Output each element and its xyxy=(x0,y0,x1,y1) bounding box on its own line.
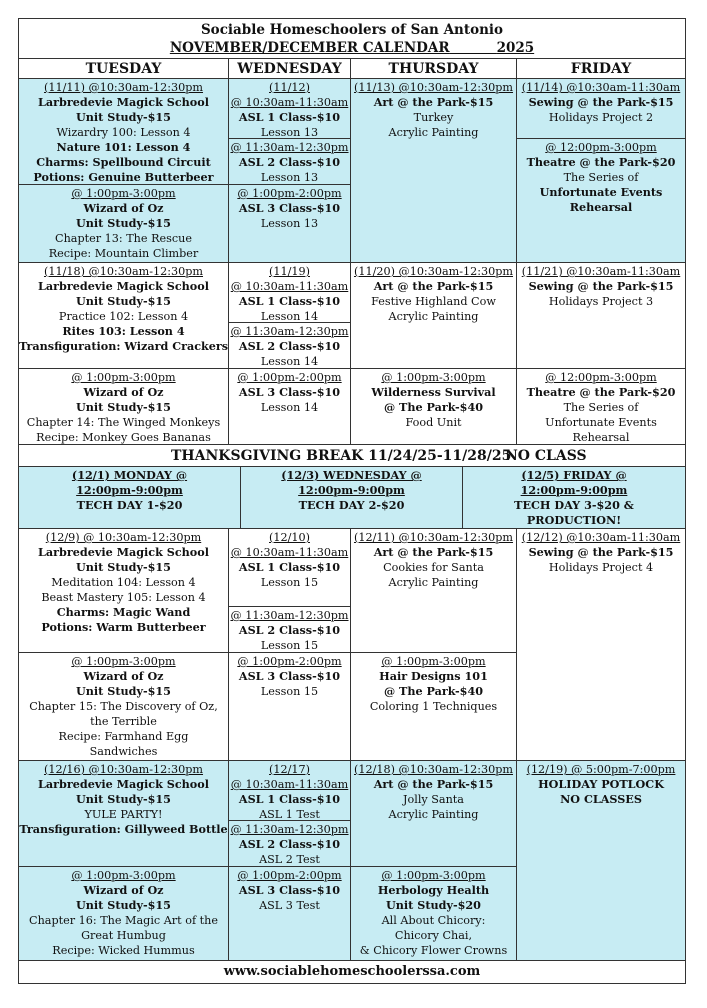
event-line: Sewing @ the Park-$15 xyxy=(528,545,674,559)
event-time: @ 1:00pm-3:00pm xyxy=(71,869,176,882)
event-line: Wilderness Survival xyxy=(371,385,496,399)
event-time: @ 11:30am-12:30pm xyxy=(230,325,349,338)
event-time: (11/14) @10:30am-11:30am xyxy=(521,81,681,94)
event-line: TECH DAY 2-$20 xyxy=(298,498,405,512)
event-time: (11/12) xyxy=(269,81,310,94)
event-time: @ 1:00pm-2:00pm xyxy=(237,869,342,882)
event-line: Larbredevie Magick School xyxy=(38,95,209,109)
event-time: @ 1:00pm-2:00pm xyxy=(237,187,342,200)
event-line: Unit Study-$15 xyxy=(76,792,171,806)
event-line: Lesson 13 xyxy=(260,126,319,139)
event-line: Art @ the Park-$15 xyxy=(373,279,494,293)
event-line: YULE PARTY! xyxy=(84,808,163,821)
event-line: ASL 1 Class-$10 xyxy=(238,294,341,308)
event-line: ASL 1 Class-$10 xyxy=(238,560,341,574)
event-line: Theatre @ the Park-$20 xyxy=(526,385,676,399)
event-cell-wed-1119-b xyxy=(229,323,351,369)
event-line: Rites 103: Lesson 4 xyxy=(62,324,185,338)
event-line: Rehearsal xyxy=(569,200,633,214)
day-header-label: WEDNESDAY xyxy=(237,61,342,77)
event-line: Charms: Spellbound Circuit xyxy=(36,155,211,169)
event-time: (12/9) @ 10:30am-12:30pm xyxy=(45,531,202,544)
event-line: Great Humbug xyxy=(81,929,166,942)
event-line: Charms: Magic Wand xyxy=(56,605,191,619)
event-line: ASL 2 Class-$10 xyxy=(238,339,341,353)
event-cell-wed-1217-c xyxy=(229,867,351,961)
event-line: ASL 2 Class-$10 xyxy=(238,623,341,637)
event-line: Chapter 15: The Discovery of Oz, xyxy=(29,700,218,713)
event-time: @ 1:00pm-3:00pm xyxy=(71,187,176,200)
event-cell-wed-1112-b xyxy=(229,139,351,185)
event-line: Transfiguration: Gillyweed Bottle xyxy=(19,822,228,836)
event-line: Hair Designs 101 xyxy=(379,669,488,683)
calendar-month-label: NOVEMBER/DECEMBER CALENDAR xyxy=(169,40,450,56)
event-line: Potions: Genuine Butterbeer xyxy=(33,170,214,184)
event-line: @ 10:30am-11:30am xyxy=(230,778,349,791)
event-line: ASL 1 Class-$10 xyxy=(238,792,341,806)
day-header-thursday xyxy=(351,59,517,79)
event-line: Holidays Project 2 xyxy=(548,111,654,124)
event-line: Unit Study-$20 xyxy=(386,898,481,912)
event-line: ASL 1 Class-$10 xyxy=(238,110,341,124)
event-time: (12/18) @10:30am-12:30pm xyxy=(353,763,514,776)
event-line: Art @ the Park-$15 xyxy=(373,545,494,559)
event-line: Larbredevie Magick School xyxy=(38,777,209,791)
event-line: NO CLASSES xyxy=(560,792,642,806)
event-line: ASL 3 Test xyxy=(259,899,320,912)
event-line: The Series of xyxy=(563,171,639,184)
event-line: Acrylic Painting xyxy=(388,576,479,589)
day-header-wednesday xyxy=(229,59,351,79)
event-line: & Chicory Flower Crowns xyxy=(359,944,508,957)
event-cell-tue-1216-pm xyxy=(19,867,229,961)
event-time: (11/19) xyxy=(269,265,310,278)
event-line: 12:00pm-9:00pm xyxy=(76,483,183,497)
event-line: ASL 2 Class-$10 xyxy=(238,837,341,851)
event-time: @ 1:00pm-3:00pm xyxy=(381,655,486,668)
event-line: @ 10:30am-11:30am xyxy=(230,280,349,293)
event-line: Sandwiches xyxy=(89,745,158,758)
event-line: Turkey xyxy=(413,111,454,124)
event-line: Jolly Santa xyxy=(403,793,464,806)
event-line: Nature 101: Lesson 4 xyxy=(56,140,191,154)
event-cell-wed-1210-c xyxy=(229,653,351,761)
event-cell-thu-1218-a xyxy=(351,761,517,867)
event-line: Unit Study-$15 xyxy=(76,560,171,574)
event-line: All About Chicory: xyxy=(381,914,486,927)
event-line: Unit Study-$15 xyxy=(76,294,171,308)
event-time: (12/5) FRIDAY @ xyxy=(521,468,627,482)
event-cell-tue-1216-am xyxy=(19,761,229,867)
event-line: Sewing @ the Park-$15 xyxy=(528,279,674,293)
event-line: Art @ the Park-$15 xyxy=(373,95,494,109)
event-cell-thu-1120-b xyxy=(351,369,517,445)
day-header-tuesday xyxy=(19,59,229,79)
event-cell-fri-1219 xyxy=(517,761,685,961)
event-time: @ 11:30am-12:30pm xyxy=(230,141,349,154)
event-line: Lesson 15 xyxy=(260,685,319,698)
day-header-label: TUESDAY xyxy=(85,61,162,77)
event-line: @ 10:30am-11:30am xyxy=(230,96,349,109)
event-line: ASL 3 Class-$10 xyxy=(238,669,341,683)
event-line: ASL 2 Test xyxy=(259,853,320,866)
event-line: Unit Study-$15 xyxy=(76,216,171,230)
event-line: Unit Study-$15 xyxy=(76,898,171,912)
event-cell-thu-1218-b xyxy=(351,867,517,961)
org-name: Sociable Homeschoolers of San Antonio xyxy=(200,22,504,38)
event-line: Festive Highland Cow xyxy=(371,295,496,308)
event-line: Wizard of Oz xyxy=(83,883,164,897)
event-cell-fri-1212 xyxy=(517,529,685,761)
event-time: (11/20) @10:30am-12:30pm xyxy=(353,265,514,278)
event-line: Wizard of Oz xyxy=(83,669,164,683)
event-cell-wed-1119-a xyxy=(229,263,351,323)
event-line: Food Unit xyxy=(405,416,462,429)
event-line: Cookies for Santa xyxy=(383,561,484,574)
event-cell-tue-1118-am xyxy=(19,263,229,369)
event-line: @ The Park-$40 xyxy=(383,684,484,698)
event-line: Unit Study-$15 xyxy=(76,400,171,414)
event-cell-wed-1217-a xyxy=(229,761,351,821)
event-line: Coloring 1 Techniques xyxy=(369,700,498,713)
event-time: @ 1:00pm-3:00pm xyxy=(71,655,176,668)
event-time: (11/13) @10:30am-12:30pm xyxy=(353,81,514,94)
website-footer[interactable]: www.sociablehomeschoolerssa.com xyxy=(223,964,481,979)
event-line: Herbology Health xyxy=(377,883,490,897)
event-line: Theatre @ the Park-$20 xyxy=(526,155,676,169)
event-line: Potions: Warm Butterbeer xyxy=(41,620,206,634)
event-line: PRODUCTION! xyxy=(526,513,622,527)
event-line: 12:00pm-9:00pm xyxy=(298,483,405,497)
event-line: Holidays Project 3 xyxy=(548,295,654,308)
event-time: @ 12:00pm-3:00pm xyxy=(545,371,657,384)
day-header-friday xyxy=(517,59,685,79)
event-line: Lesson 14 xyxy=(260,355,319,368)
event-cell-wed-1217-b xyxy=(229,821,351,867)
event-cell-thu-1120-a xyxy=(351,263,517,369)
event-line: Unfortunate Events xyxy=(539,185,663,199)
event-line: ASL 2 Class-$10 xyxy=(238,155,341,169)
event-line: Chapter 13: The Rescue xyxy=(55,232,192,245)
event-line: Unit Study-$15 xyxy=(76,110,171,124)
event-time: (12/1) MONDAY @ xyxy=(71,468,188,482)
day-header-label: FRIDAY xyxy=(570,61,632,77)
event-time: (12/19) @ 5:00pm-7:00pm xyxy=(526,763,676,776)
event-line: Recipe: Farmhand Egg xyxy=(58,730,189,743)
event-line: Wizard of Oz xyxy=(83,385,164,399)
event-line: @ 10:30am-11:30am xyxy=(230,546,349,559)
event-line: HOLIDAY POTLOCK xyxy=(538,777,664,791)
event-line: Recipe: Mountain Climber xyxy=(48,247,199,260)
event-time: (12/3) WEDNESDAY @ xyxy=(281,468,422,482)
event-cell-tech-2 xyxy=(241,467,463,529)
event-line: Acrylic Painting xyxy=(388,126,479,139)
event-cell-tue-1209-pm xyxy=(19,653,229,761)
event-cell-thu-1211-a xyxy=(351,529,517,653)
event-line: ASL 3 Class-$10 xyxy=(238,201,341,215)
event-line: Lesson 14 xyxy=(260,401,319,414)
event-cell-tue-1111-pm xyxy=(19,185,229,263)
event-time: @ 12:00pm-3:00pm xyxy=(545,141,657,154)
event-cell-fri-1121-b xyxy=(517,369,685,445)
event-cell-tue-1118-pm xyxy=(19,369,229,445)
event-line: ASL 1 Test xyxy=(259,808,320,821)
event-line: Lesson 13 xyxy=(260,217,319,230)
event-time: @ 1:00pm-2:00pm xyxy=(237,655,342,668)
event-cell-fri-1121-a xyxy=(517,263,685,369)
event-line: Unit Study-$15 xyxy=(76,684,171,698)
event-line: the Terrible xyxy=(90,715,157,728)
event-cell-wed-1210-b xyxy=(229,607,351,653)
event-time: (11/18) @10:30am-12:30pm xyxy=(43,265,204,278)
event-time: (12/17) xyxy=(269,763,310,776)
event-line: Lesson 13 xyxy=(260,171,319,184)
event-line: Sewing @ the Park-$15 xyxy=(528,95,674,109)
break-text: THANKSGIVING BREAK 11/24/25-11/28/25 xyxy=(171,448,512,464)
event-line: TECH DAY 3-$20 & xyxy=(514,498,634,512)
event-time: @ 1:00pm-3:00pm xyxy=(381,371,486,384)
event-line: TECH DAY 1-$20 xyxy=(76,498,183,512)
event-line: Recipe: Wicked Hummus xyxy=(52,944,195,957)
event-line: Holidays Project 4 xyxy=(548,561,654,574)
event-line: Acrylic Painting xyxy=(388,808,479,821)
event-time: @ 11:30am-12:30pm xyxy=(230,609,349,622)
event-line: Larbredevie Magick School xyxy=(38,545,209,559)
event-line: The Series of xyxy=(563,401,639,414)
event-cell-tue-1111-am xyxy=(19,79,229,185)
calendar-title xyxy=(19,19,685,59)
event-line: Beast Mastery 105: Lesson 4 xyxy=(41,591,206,604)
event-line: Rehearsal xyxy=(572,431,630,444)
event-time: (12/11) @10:30am-12:30pm xyxy=(353,531,514,544)
event-time: (11/11) @10:30am-12:30pm xyxy=(43,81,204,94)
event-cell-wed-1210-a xyxy=(229,529,351,607)
event-cell-tech-3 xyxy=(463,467,685,529)
event-line: Chapter 14: The Winged Monkeys xyxy=(26,416,221,429)
event-time: (12/16) @10:30am-12:30pm xyxy=(43,763,204,776)
event-time: @ 1:00pm-2:00pm xyxy=(237,371,342,384)
thanksgiving-break-row xyxy=(19,445,685,467)
event-cell-fri-1114-a xyxy=(517,79,685,139)
calendar-year: 2025 xyxy=(496,40,535,56)
event-line: Acrylic Painting xyxy=(388,310,479,323)
event-line: Meditation 104: Lesson 4 xyxy=(51,576,196,589)
event-cell-wed-1112-c xyxy=(229,185,351,263)
event-line: Lesson 14 xyxy=(260,310,319,323)
event-line: Wizard of Oz xyxy=(83,201,164,215)
event-cell-tech-1 xyxy=(19,467,241,529)
event-line: Wizardry 100: Lesson 4 xyxy=(56,126,191,139)
calendar-page xyxy=(18,18,686,984)
event-cell-thu-1211-b xyxy=(351,653,517,761)
event-time: @ 1:00pm-3:00pm xyxy=(71,371,176,384)
no-class-text: NO CLASS xyxy=(505,448,587,464)
calendar-heading xyxy=(19,39,685,57)
event-line: Art @ the Park-$15 xyxy=(373,777,494,791)
event-line: Chapter 16: The Magic Art of the xyxy=(29,914,218,927)
event-time: (11/21) @10:30am-11:30am xyxy=(521,265,681,278)
event-line: Practice 102: Lesson 4 xyxy=(58,310,189,323)
day-header-label: THURSDAY xyxy=(388,61,479,77)
event-time: (12/10) xyxy=(269,531,310,544)
event-line: @ The Park-$40 xyxy=(383,400,484,414)
event-line: Lesson 15 xyxy=(260,576,319,589)
event-cell-fri-1114-b xyxy=(517,139,685,263)
event-line: Larbredevie Magick School xyxy=(38,279,209,293)
event-line: Unfortunate Events xyxy=(545,416,657,429)
event-cell-tue-1209-am xyxy=(19,529,229,653)
event-time: @ 11:30am-12:30pm xyxy=(230,823,349,836)
event-time: (12/12) @10:30am-11:30am xyxy=(521,531,681,544)
event-cell-wed-1119-c xyxy=(229,369,351,445)
event-line: Chicory Chai, xyxy=(394,929,473,942)
event-cell-thu-1113 xyxy=(351,79,517,263)
event-cell-wed-1112-a xyxy=(229,79,351,139)
event-line: Lesson 15 xyxy=(260,639,319,652)
event-line: 12:00pm-9:00pm xyxy=(520,483,628,497)
event-time: @ 1:00pm-3:00pm xyxy=(381,869,486,882)
event-line: Transfiguration: Wizard Crackers xyxy=(19,339,229,353)
event-line: Recipe: Monkey Goes Bananas xyxy=(36,431,211,444)
event-line: ASL 3 Class-$10 xyxy=(238,385,341,399)
event-line: ASL 3 Class-$10 xyxy=(238,883,341,897)
